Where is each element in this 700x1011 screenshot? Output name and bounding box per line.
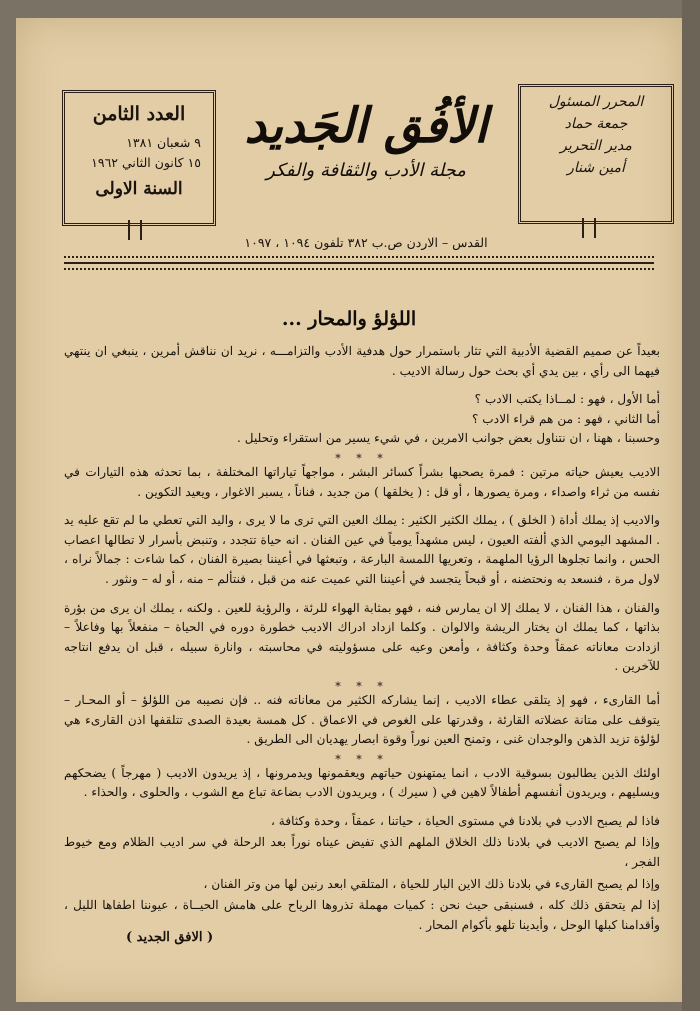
paragraph: والفنان ، هذا الفنان ، لا يملك إلا ان يمارس فنه ، فهو بمثابة الهواء للرئة ، والرؤية للعين . ولكنه ، يملك ان يرى من بؤرة بذاتها ، كما يملك ان يختار الريشة والالوان . وكلما ازداد ادراك الاديب خطورة دوره في الحياة – منفعلاً بها وفاعلاً – ازدادت معاناته عمقاً وحدة وكثافة ، وأمعن وعيه على مسؤوليته في محاسبته ، وانارة سبيله ، قبل ان يدفع انتاجه للآخرين .	[64, 600, 660, 674]
section-separator: * * *	[335, 752, 389, 766]
paragraph: وإذا لم يصبح القارىء في بلادنا ذلك الاين البار للحياة ، المتلقي ابعد رنين لها من وتر الفنان ،	[203, 876, 660, 891]
address-line: القدس – الاردن ص.ب ٣٨٢ تلفون ١٠٩٤ ، ١٠٩٧	[244, 235, 488, 250]
magazine-page	[16, 18, 682, 1002]
issue-box	[62, 90, 216, 226]
paragraph: بعيداً عن صميم القضية الأدبية التي تثار باستمرار حول هدفية الأدب والتزامـــه ، نريد ان نناقش أمرين ، ينبغي ان ينتهي فيهما الى رأي ، بين يدي أي بحث حول رسالة الاديب .	[64, 344, 660, 378]
paragraph: إذا لم يتحقق ذلك كله ، فسنبقى حيث نحن : كميات مهملة تذروها الرياح على هامش الحيــاة ، عيوننا اطفاها الليل ، وأقدامنا كبلها الوحل ، وأيدينا تلهو بأكوام المحار .	[64, 898, 660, 932]
editor-in-chief-name: جمعة حماد	[564, 116, 628, 132]
paragraph: وإذا لم يصبح الاديب في بلادنا ذلك الخلاق الملهم الذي تفيض عيناه نوراً بعد الرحلة في سر اديب الظلام ومع خيوط الفجر ،	[64, 835, 660, 870]
paragraph: فاذا لم يصبح الادب في بلادنا في مستوى الحياة ، حياتنا ، عمقاً ، وحدة وكثافة ،	[270, 813, 660, 828]
magazine-subtitle: مجلة الأدب والثقافة والفكر	[266, 160, 466, 181]
box-connector-right	[582, 218, 596, 238]
header-divider	[64, 262, 654, 264]
article-title: اللؤلؤ والمحار ...	[281, 308, 417, 330]
header-divider-top	[64, 256, 654, 258]
paragraph: اولئك الذين يطالبون بسوقية الادب ، انما يمتهنون حياتهم ويعقمونها ويدمرونها ، إذ يريدون الاديب ( مهرجاً ) يضحكهم ويسليهم ، ويريدون أنفسهم أطفالاً لاهين في ( سيرك ) ، ويريدون الادب بضاعة تباع مع الشوب ، والحلوى ، والحذاء .	[64, 765, 660, 800]
paragraph: الاديب يعيش حياته مرتين : فمرة يصحبها بشراً كسائر البشر ، مواجهاً تياراتها المختلفة ، بما تحدثه هذه التيارات في نفسه من ثراء واصداء ، ومرة يصورها ، أو قل : ( يخلقها ) من جديد ، فناناً ، يسبر الاغوار ، ويعيد التكوين .	[64, 464, 660, 499]
article-body	[64, 342, 660, 944]
section-separator: * * *	[335, 679, 389, 693]
hijri-date: ٩ شعبان ١٣٨١	[126, 135, 201, 150]
paragraph: أما القارىء ، فهو إذ يتلقى عطاء الاديب ، إنما يشاركه الكثير من معاناته فنه .. فإن نصيبه من اللؤلؤ – أو المحـار – يتوقف على متانة عضلاته القارئة ، وقدرتها على الغوص في الاعماق . كل همسة بعيدة الصدى تتلقفها اذن القارىء هي لؤلؤة تزيد الذهن والوجدان غنى ، وتمنح العين نوراً وقوة ابصار يهديان الى الطريق .	[64, 692, 660, 747]
paragraph: أما الثاني ، فهو : من هم قراء الادب ؟	[471, 411, 660, 426]
scan-edge	[682, 0, 700, 1011]
paragraph: وحسبنا ، ههنا ، ان نتناول بعض جوانب الامرين ، في شيء يسير من استقراء وتحليل .	[237, 431, 660, 446]
volume-year: السنة الاولى	[95, 179, 183, 199]
issue-number: العدد الثامن	[92, 103, 186, 125]
gregorian-date: ١٥ كانون الثاني ١٩٦٢	[91, 155, 201, 170]
staff-box	[518, 84, 674, 224]
header-divider-bottom	[64, 268, 654, 270]
paragraph: والاديب إذ يملك أداة ( الخلق ) ، يملك الكثير الكثير : يملك العين التي ترى ما لا يرى ، واليد التي تعطي ما لم تقع عليه يد . المشهد اليومي الذي ألفته العيون ، ليس مشهداً يومياً في عين الفنان . انه حياة تتجدد ، وتنبض بأسرار لا تطالها اعصاب الحس ، وانما تجلوها الرؤيا الملهمة ، وتعريها اللمسة البارعة ، وتبعثها في أعيننا بصيرة الفنان ، كما شاءت : جمالاً نراه ، لاول مرة ، فنسعد به ونحتضنه ، أو قبحاً يتجسد في أعيننا التي عميت عنه من قبل ، فنتألم – منه ، أو له – ونثور .	[64, 513, 660, 586]
editor-in-chief-label: المحرر المسئول	[548, 94, 644, 110]
managing-editor-label: مدير التحرير	[560, 138, 632, 154]
magazine-title: الأفُق الجَديد	[244, 98, 488, 154]
paragraph: أما الأول ، فهو : لمــاذا يكتب الادب ؟	[474, 392, 660, 407]
article-signature: ( الافق الجديد )	[126, 930, 214, 945]
section-separator: * * *	[335, 451, 389, 465]
managing-editor-name: أمين شنار	[567, 160, 625, 176]
box-connector-left	[128, 220, 142, 240]
masthead	[221, 96, 511, 181]
